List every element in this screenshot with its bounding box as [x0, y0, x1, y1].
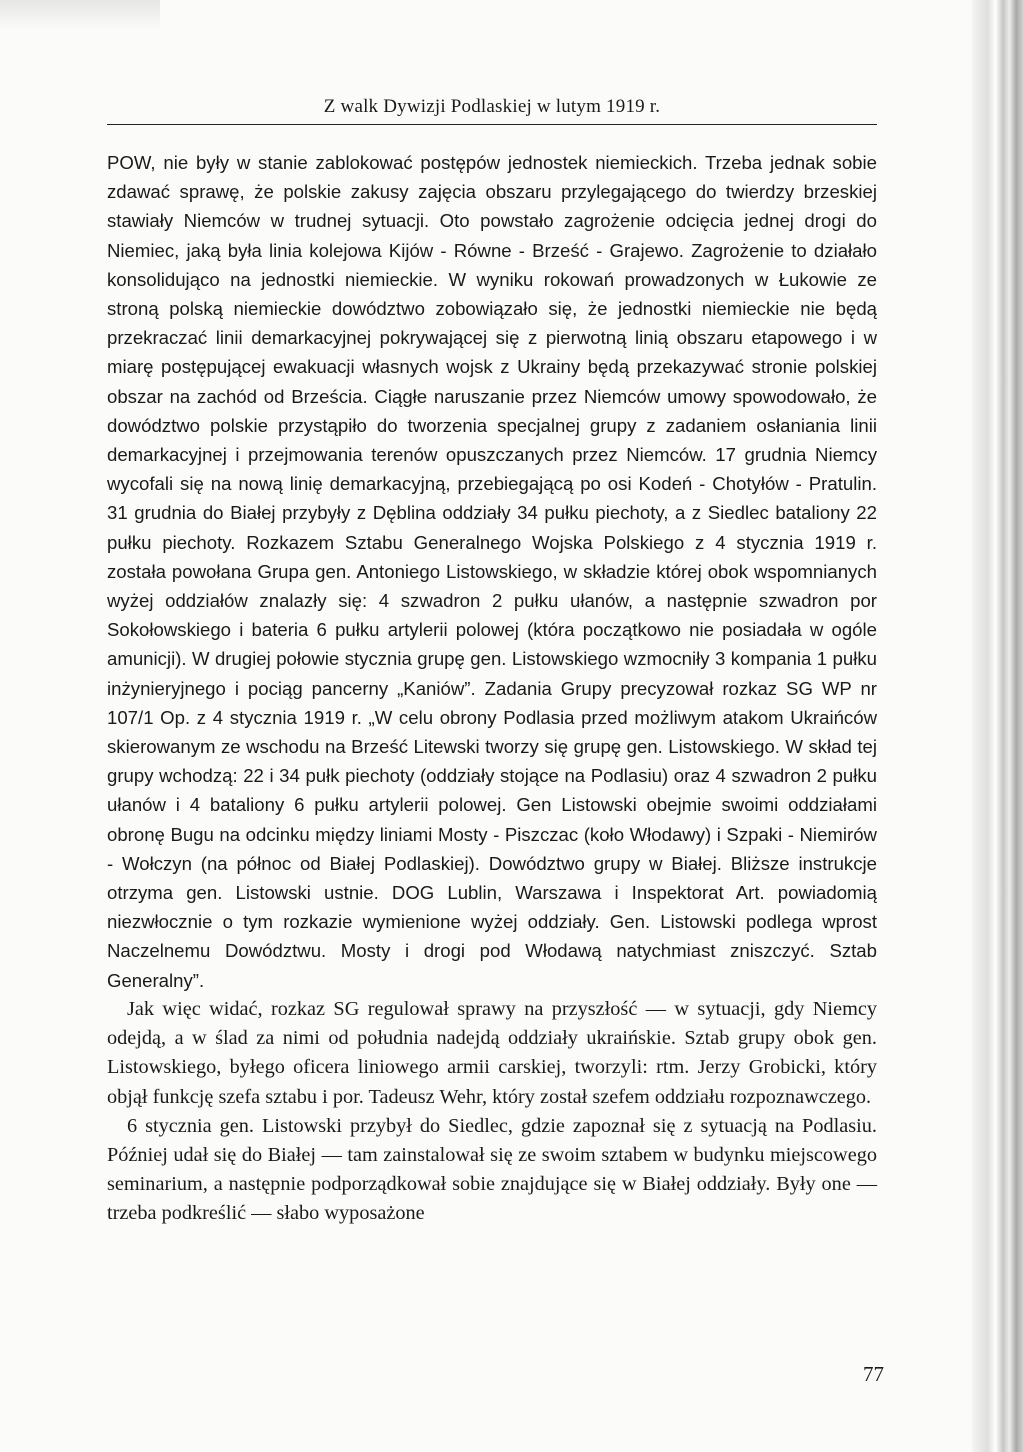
paragraph-2: Jak więc widać, rozkaz SG regulował sprawy na przyszłość — w sytuacji, gdy Niemcy odejdą, a w ślad za nimi od południa nadejdą oddziały ukraińskie. Sztab grupy obok gen. Listowskiego, byłego oficera liniowego armii carskiej, tworzyli: rtm. Jerzy Grobicki, który objął funkcję szefa sztabu i por. Tadeusz Wehr, który został szefem oddziału rozpoznawczego. [107, 997, 877, 1108]
header-rule [107, 124, 877, 125]
page-number: 77 [863, 1362, 884, 1386]
page-body [107, 148, 877, 1229]
page-shadow [0, 0, 160, 30]
running-header: Z walk Dywizji Podlaskiej w lutym 1919 r. [323, 96, 661, 117]
paragraph-3: 6 stycznia gen. Listowski przybył do Siedlec, gdzie zapoznał się z sytuacją na Podlasiu. Później udał się do Białej — tam zainstalował się ze swoim sztabem w budynku miejscowego seminarium, a następnie podporządkował sobie znajdujące się w Białej oddziały. Były one — trzeba podkreślić — słabo wyposażone [107, 1114, 877, 1225]
book-binding-edge [972, 0, 1024, 1452]
paragraph-1: POW, nie były w stanie zablokować postępów jednostek niemieckich. Trzeba jednak sobie zdawać sprawę, że polskie zakusy zajęcia obszaru przylegającego do twierdzy brzeskiej stawiały Niemców w trudnej sytuacji. Oto powstało zagrożenie odcięcia jednej drogi do Niemiec, jaką była linia kolejowa Kijów - Równe - Brześć - Grajewo. Zagrożenie to działało konsolidująco na jednostki niemieckie. W wyniku rokowań prowadzonych w Łukowie ze stroną polską niemieckie dowództwo zobowiązało się, że jednostki niemieckie nie będą przekraczać linii demarkacyjnej pokrywającej się z pierwotną linią obszaru etapowego i w miarę postępującej ewakuacji własnych wojsk z Ukrainy będą przekazywać stronie polskiej obszar na zachód od Brześcia. Ciągłe naruszanie przez Niemców umowy spowodowało, że dowództwo polskie przystąpiło do tworzenia specjalnej grupy z zadaniem osłaniania linii demarkacyjnej i przejmowania terenów opuszczanych przez Niemców. 17 grudnia Niemcy wycofali się na nową linię demarkacyjną, przebiegającą po osi Kodeń - Chotyłów - Pratulin. 31 grudnia do Białej przybyły z Dęblina oddziały 34 pułku piechoty, a z Siedlec bataliony 22 pułku piechoty. Rozkazem Sztabu Generalnego Wojska Polskiego z 4 stycznia 1919 r. została powołana Grupa gen. Antoniego Listowskiego, w składzie której obok wspomnianych wyżej oddziałów znalazły się: 4 szwadron 2 pułku ułanów, a następnie szwadron por Sokołowskiego i bateria 6 pułku artylerii polowej (która początkowo nie posiadała w ogóle amunicji). W drugiej połowie stycznia grupę gen. Listowskiego wzmocniły 3 kompania 1 pułku inżynieryjnego i pociąg pancerny „Kaniów”. Zadania Grupy precyzował rozkaz SG WP nr 107/1 Op. z 4 stycznia 1919 r. „W celu obrony Podlasia przed możliwym atakom Ukraińców skierowanym ze wschodu na Brześć Litewski tworzy się grupę gen. Listowskiego. W skład tej grupy wchodzą: 22 i 34 pułk piechoty (oddziały stojące na Podlasiu) oraz 4 szwadron 2 pułku ułanów i 4 bataliony 6 pułku artylerii polowej. Gen Listowski obejmie swoimi oddziałami obronę Bugu na odcinku między liniami Mosty - Piszczac (koło Włodawy) i Szpaki - Niemirów - Wołczyn (na północ od Białej Podlaskiej). Dowództwo grupy w Białej. Bliższe instrukcje otrzyma gen. Listowski ustnie. DOG Lublin, Warszawa i Inspektorat Art. powiadomią niezwłocznie o tym rozkazie wymienione wyżej oddziały. Gen. Listowski podlega wprost Naczelnemu Dowództwu. Mosty i drogi pod Włodawą natychmiast zniszczyć. Sztab Generalny”. [107, 152, 877, 991]
